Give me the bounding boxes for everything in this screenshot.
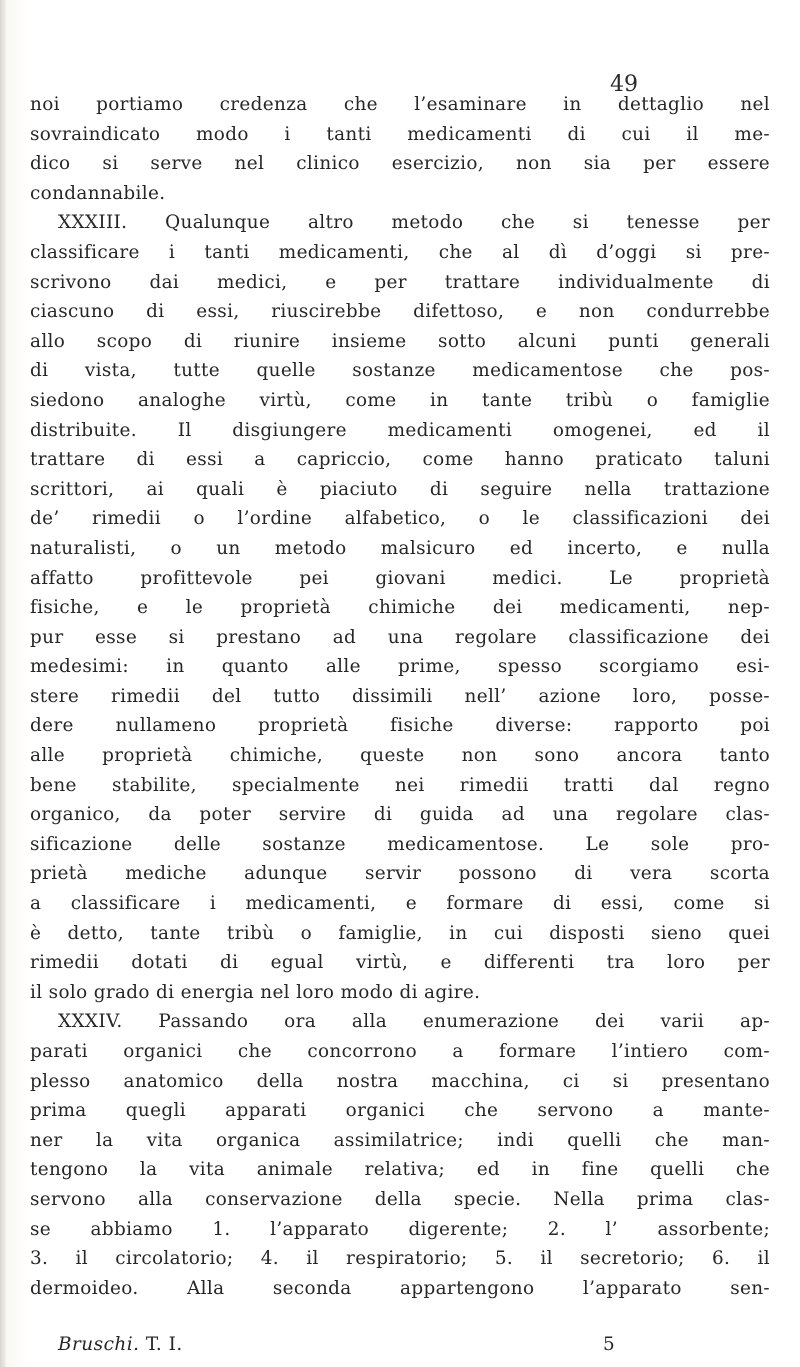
text-line: organico, da poter servire di guida ad una regolare clas- bbox=[30, 804, 770, 826]
text-line: allo scopo di riunire insieme sotto alcuni punti generali bbox=[30, 330, 770, 352]
text-line: 3. il circolatorio; 4. il respiratorio; 5. il secretorio; 6. il bbox=[30, 1248, 770, 1270]
text-line: stere rimedii del tutto dissimili nell’ azione loro, posse- bbox=[30, 685, 770, 707]
text-line: XXXIII. Qualunque altro metodo che si tenesse per bbox=[58, 212, 770, 234]
text-line: è detto, tante tribù o famiglie, in cui disposti sieno quei bbox=[30, 922, 770, 944]
text-line: bene stabilite, specialmente nei rimedii tratti dal regno bbox=[30, 774, 770, 796]
text-line: de’ rimedii o l’ordine alfabetico, o le classificazioni dei bbox=[30, 508, 770, 530]
page-number: 49 bbox=[610, 72, 638, 97]
text-line: noi portiamo credenza che l’esaminare in dettaglio nel bbox=[30, 94, 770, 115]
text-line: scrivono dai medici, e per trattare individualmente di bbox=[30, 271, 770, 293]
text-line: dermoideo. Alla seconda appartengono l’apparato sen- bbox=[30, 1277, 770, 1299]
text-line: affatto profittevole pei giovani medici. Le proprietà bbox=[30, 567, 770, 589]
text-line: XXXIV. Passando ora alla enumerazione dei varii ap- bbox=[58, 1011, 770, 1033]
text-line: ner la vita organica assimilatrice; indi quelli che man- bbox=[30, 1129, 770, 1151]
text-line: dico si serve nel clinico esercizio, non sia per essere bbox=[30, 153, 770, 175]
text-line: condannabile. bbox=[30, 182, 166, 204]
text-line: servono alla conservazione della specie. Nella prima clas- bbox=[30, 1188, 770, 1210]
text-line: parati organici che concorrono a formare l’intiero com- bbox=[30, 1041, 770, 1062]
text-line: sificazione delle sostanze medicamentose. Le sole pro- bbox=[30, 833, 770, 855]
text-line: naturalisti, o un metodo malsicuro ed incerto, e nulla bbox=[30, 537, 770, 559]
text-line: alle proprietà chimiche, queste non sono ancora tanto bbox=[30, 745, 770, 767]
footer-volume: T. I. bbox=[145, 1334, 183, 1355]
text-line: a classificare i medicamenti, e formare di essi, come si bbox=[30, 893, 770, 915]
text-line: pur esse si prestano ad una regolare classificazione dei bbox=[30, 626, 770, 648]
text-line: fisiche, e le proprietà chimiche dei medicamenti, nep- bbox=[30, 597, 770, 619]
running-footer bbox=[58, 1334, 183, 1355]
text-line: siedono analoghe virtù, come in tante tribù o famiglie bbox=[30, 389, 770, 411]
text-line: prietà mediche adunque servir possono di vera scorta bbox=[30, 863, 770, 885]
text-line: sovraindicato modo i tanti medicamenti di cui il me- bbox=[30, 123, 770, 145]
body-text bbox=[30, 90, 770, 1303]
signature-mark: 5 bbox=[603, 1334, 615, 1355]
text-line: il solo grado di energia nel loro modo di agire. bbox=[30, 981, 481, 1003]
text-line: tengono la vita animale relativa; ed in fine quelli che bbox=[30, 1159, 770, 1181]
text-line: rimedii dotati di egual virtù, e differenti tra loro per bbox=[30, 952, 770, 974]
text-line: se abbiamo 1. l’apparato digerente; 2. l’ assorbente; bbox=[30, 1218, 770, 1240]
text-line: scrittori, ai quali è piaciuto di seguire nella trattazione bbox=[30, 478, 770, 500]
footer-author: Bruschi. bbox=[58, 1334, 140, 1355]
text-line: dere nullameno proprietà fisiche diverse: rapporto poi bbox=[30, 715, 770, 737]
text-line: di vista, tutte quelle sostanze medicamentose che pos- bbox=[30, 360, 770, 382]
text-line: prima quegli apparati organici che servono a mante- bbox=[30, 1100, 770, 1122]
text-line: ciascuno di essi, riuscirebbe difettoso, e non condurrebbe bbox=[30, 301, 770, 323]
page-edge bbox=[0, 0, 6, 1367]
text-line: medesimi: in quanto alle prime, spesso scorgiamo esi- bbox=[30, 656, 770, 678]
text-line: distribuite. Il disgiungere medicamenti omogenei, ed il bbox=[30, 419, 770, 441]
text-line: trattare di essi a capriccio, come hanno praticato taluni bbox=[30, 449, 770, 471]
text-line: classificare i tanti medicamenti, che al dì d’oggi si pre- bbox=[30, 241, 770, 263]
text-line: plesso anatomico della nostra macchina, ci si presentano bbox=[30, 1070, 770, 1092]
